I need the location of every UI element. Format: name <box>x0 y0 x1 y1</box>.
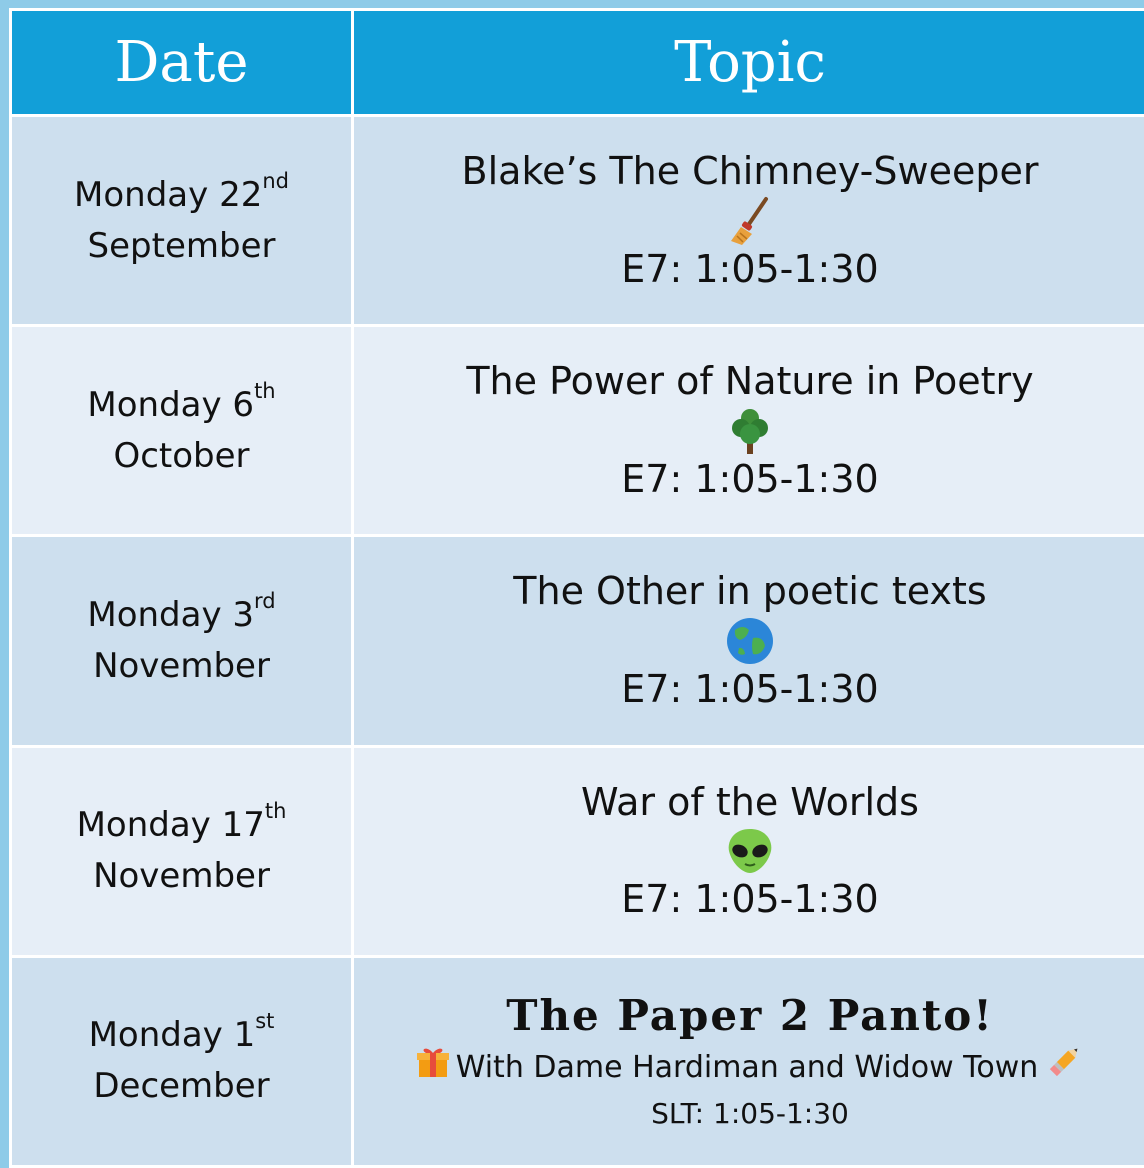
session-time: E7: 1:05-1:30 <box>354 877 1144 923</box>
topic-cell <box>353 326 1144 536</box>
date-suffix: nd <box>262 169 289 193</box>
table-row <box>11 326 1144 536</box>
topic-title: Blake’s The Chimney-Sweeper <box>354 149 1144 195</box>
date-day: Monday 3 <box>87 595 254 635</box>
topic-cell <box>353 956 1144 1166</box>
date-suffix: st <box>255 1009 274 1033</box>
date-header: Date <box>11 10 353 116</box>
header-row <box>11 10 1144 116</box>
topic-cell <box>353 116 1144 326</box>
date-month: December <box>93 1066 269 1106</box>
date-cell <box>11 746 353 956</box>
date-suffix: th <box>254 379 276 403</box>
pencil-icon <box>1044 1042 1084 1094</box>
panto-subtitle-line <box>354 1042 1144 1094</box>
date-suffix: rd <box>254 589 276 613</box>
topic-title: The Other in poetic texts <box>354 569 1144 615</box>
date-cell <box>11 536 353 746</box>
date-day: Monday 1 <box>89 1015 256 1055</box>
alien-icon <box>354 825 1144 877</box>
broom-icon <box>354 195 1144 247</box>
date-day: Monday 17 <box>77 805 265 845</box>
date-cell <box>11 116 353 326</box>
date-month: November <box>93 646 270 686</box>
panto-title: The Paper 2 Panto! <box>354 990 1144 1043</box>
tree-icon <box>354 405 1144 457</box>
topic-title: The Power of Nature in Poetry <box>354 359 1144 405</box>
date-cell <box>11 326 353 536</box>
panto-subtitle: With Dame Hardiman and Widow Town <box>456 1048 1039 1089</box>
date-month: October <box>113 436 249 476</box>
date-month: November <box>93 856 270 896</box>
topic-cell <box>353 746 1144 956</box>
table-row <box>11 536 1144 746</box>
date-month: September <box>88 226 276 266</box>
date-day: Monday 22 <box>74 175 262 215</box>
table-row <box>11 956 1144 1166</box>
session-time: E7: 1:05-1:30 <box>354 247 1144 293</box>
table-row <box>11 746 1144 956</box>
date-suffix: th <box>265 799 287 823</box>
session-time: SLT: 1:05-1:30 <box>354 1094 1144 1133</box>
schedule-table <box>9 8 1144 1168</box>
table-row <box>11 116 1144 326</box>
topic-title: War of the Worlds <box>354 780 1144 826</box>
date-day: Monday 6 <box>87 385 254 425</box>
topic-cell <box>353 536 1144 746</box>
session-time: E7: 1:05-1:30 <box>354 667 1144 713</box>
globe-icon <box>354 615 1144 667</box>
session-time: E7: 1:05-1:30 <box>354 457 1144 503</box>
topic-header: Topic <box>353 10 1144 116</box>
date-cell <box>11 956 353 1166</box>
gift-icon <box>416 1045 450 1091</box>
